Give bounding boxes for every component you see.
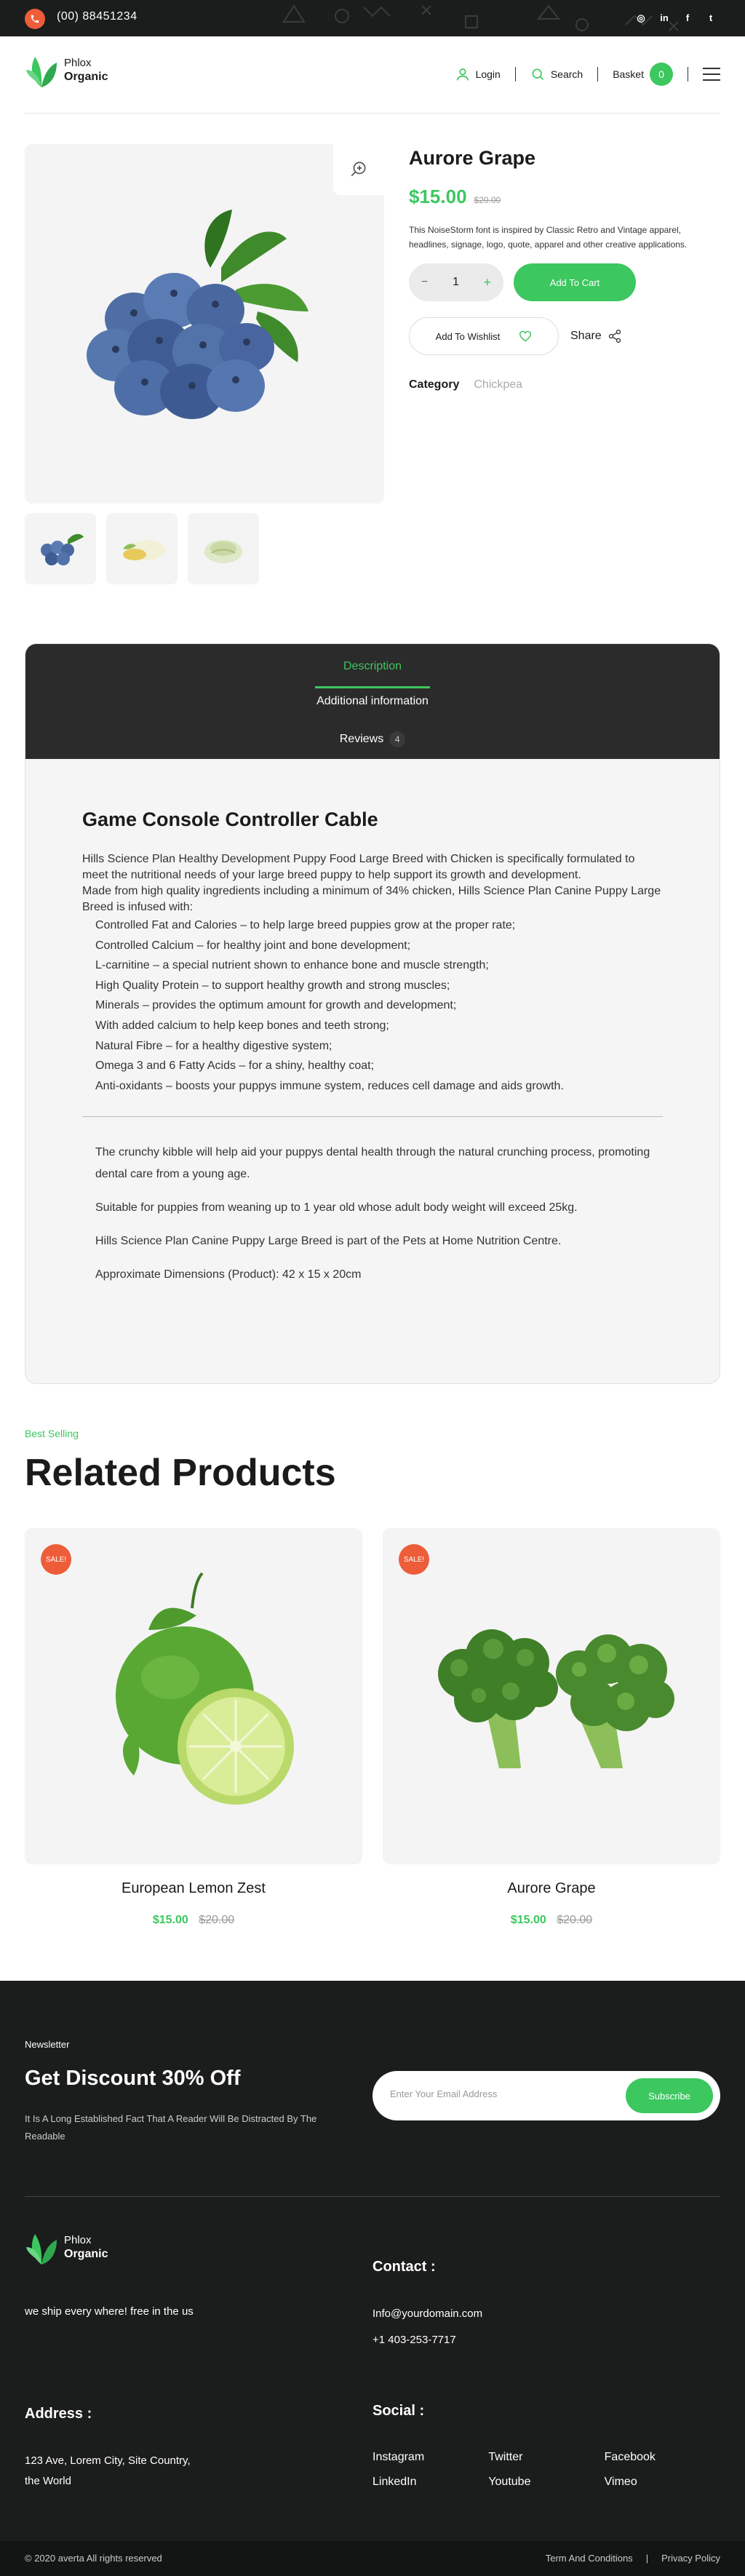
social-link-instagram[interactable]: Instagram — [372, 2451, 425, 2463]
linkedin-icon[interactable]: in — [660, 12, 669, 23]
quantity-stepper — [409, 263, 503, 301]
newsletter-label: Newsletter — [25, 2039, 70, 2050]
subscribe-button[interactable]: Subscribe — [626, 2078, 713, 2113]
add-to-wishlist-button[interactable] — [409, 317, 559, 355]
product-card-price — [383, 1914, 720, 1927]
share-button[interactable] — [570, 329, 622, 343]
site-header — [0, 36, 745, 114]
basket-count-badge: 0 — [650, 63, 673, 86]
card-price-old: $20.00 — [199, 1914, 235, 1926]
tab-additional-information[interactable]: Additional information — [316, 695, 429, 707]
card-price-old: $20.00 — [557, 1914, 593, 1926]
top-social-links — [634, 12, 717, 24]
blueberries-thumb-image — [31, 527, 89, 571]
footer-divider — [25, 2196, 720, 2197]
logo-line1: Phlox — [64, 57, 92, 69]
tab-description[interactable]: Description — [343, 660, 402, 672]
site-logo[interactable] — [25, 51, 108, 89]
address-heading: Address : — [25, 2406, 92, 2422]
address-text — [25, 2451, 191, 2492]
tab-reviews-label: Reviews — [339, 733, 384, 745]
list-item: Anti-oxidants – boosts your puppys immune system, reduces cell damage and aids growth. — [95, 1079, 564, 1092]
search-link[interactable] — [530, 67, 583, 82]
card-price-now: $15.00 — [510, 1914, 546, 1926]
product-title: Aurore Grape — [409, 147, 536, 169]
thumbnail-squash[interactable] — [106, 513, 178, 584]
footer-tagline: we ship every where! free in the us — [25, 2305, 194, 2318]
card-price-now: $15.00 — [152, 1914, 188, 1926]
menu-icon[interactable] — [703, 68, 720, 81]
tab-reviews[interactable] — [25, 731, 720, 747]
footer-logo-line1: Phlox — [64, 2234, 92, 2246]
thumbnail-cabbage[interactable] — [188, 513, 259, 584]
quantity-value[interactable]: 1 — [452, 276, 459, 288]
tab-content — [25, 759, 720, 1286]
login-label: Login — [475, 68, 501, 80]
social-link-linkedin[interactable]: LinkedIn — [372, 2476, 417, 2488]
related-title: Related Products — [25, 1452, 336, 1494]
legal-links — [546, 2553, 720, 2564]
thumbnail-blueberries[interactable] — [25, 513, 96, 584]
zoom-button[interactable] — [333, 144, 384, 195]
social-link-youtube[interactable]: Youtube — [488, 2476, 531, 2488]
product-card-price — [25, 1914, 362, 1927]
zoom-in-icon — [349, 160, 368, 179]
nav-divider — [515, 67, 516, 82]
list-item: With added calcium to help keep bones and teeth strong; — [95, 1019, 389, 1032]
sale-badge: SALE! — [399, 1544, 429, 1575]
contact-phone[interactable]: +1 403-253-7717 — [372, 2334, 456, 2346]
nav-divider — [597, 67, 598, 82]
contact-heading: Contact : — [372, 2259, 436, 2275]
add-to-cart-button[interactable]: Add To Cart — [514, 263, 636, 301]
content-divider — [82, 1116, 663, 1117]
email-input[interactable]: Enter Your Email Address — [390, 2088, 498, 2099]
category-link[interactable]: Chickpea — [474, 378, 523, 391]
newsletter-form — [372, 2071, 720, 2120]
social-link-vimeo[interactable]: Vimeo — [604, 2476, 637, 2488]
product-tabs — [25, 643, 720, 1384]
reviews-count-badge: 4 — [389, 731, 405, 747]
phone-icon — [25, 9, 45, 29]
description-intro-1: Hills Science Plan Healthy Development Puppy Food Large Breed with Chicken is specifically formulated to meet the nutritional needs of your large breed puppy to help support its growth and development. — [82, 853, 635, 881]
list-item: Natural Fibre – for a healthy digestive system; — [95, 1039, 332, 1052]
product-main-image[interactable] — [25, 144, 384, 504]
site-footer — [0, 1981, 745, 2576]
list-item: Controlled Fat and Calories – to help large breed puppies grow at the proper rate; — [95, 919, 516, 931]
newsletter-title: Get Discount 30% Off — [25, 2067, 241, 2090]
description-intro-2: Made from high quality ingredients including a minimum of 34% chicken, Hills Science Plan Canine Puppy Large Breed is infused with: — [82, 885, 661, 913]
newsletter-description: It Is A Long Established Fact That A Reader Will Be Distracted By The Readable — [25, 2113, 317, 2142]
login-link[interactable] — [455, 67, 501, 82]
bottom-bar — [0, 2541, 745, 2576]
description-details — [95, 1142, 663, 1286]
header-divider — [25, 113, 720, 114]
address-line2: the World — [25, 2475, 71, 2487]
list-item: High Quality Protein – to support healthy growth and strong muscles; — [95, 979, 450, 992]
copyright: © 2020 averta All rights reserved — [25, 2553, 162, 2564]
squash-thumb-image — [113, 527, 171, 571]
privacy-link[interactable]: Privacy Policy — [661, 2553, 720, 2564]
cabbage-thumb-image — [194, 527, 252, 571]
buy-row — [409, 263, 722, 301]
blueberries-image — [25, 144, 384, 504]
product-old-price: $20.00 — [474, 195, 501, 205]
category-label: Category — [409, 378, 460, 391]
product-description: This NoiseStorm font is inspired by Classic Retro and Vintage apparel, headlines, signage, logo, quote, apparel and other creative applications. — [409, 225, 688, 250]
category-row — [409, 378, 722, 391]
quantity-decrease-button[interactable]: − — [421, 276, 429, 288]
price-row — [409, 186, 722, 208]
detail-paragraph: Approximate Dimensions (Product): 42 x 15 x 20cm — [95, 1268, 362, 1281]
search-label: Search — [550, 68, 583, 80]
active-tab-indicator — [315, 686, 430, 688]
quantity-increase-button[interactable]: + — [483, 274, 492, 290]
legal-separator: | — [645, 2553, 649, 2564]
user-icon — [455, 67, 470, 82]
basket-link[interactable] — [613, 63, 673, 86]
list-item: Controlled Calcium – for healthy joint and bone development; — [95, 939, 411, 952]
product-card-name[interactable]: European Lemon Zest — [121, 1880, 266, 1896]
product-price: $15.00 — [409, 186, 467, 207]
list-item: Minerals – provides the optimum amount for growth and development; — [95, 999, 457, 1012]
footer-logo[interactable] — [25, 2228, 108, 2266]
detail-paragraph: The crunchy kibble will help aid your puppys dental health through the natural crunching process, promoting dental care from a young age. — [95, 1146, 650, 1181]
related-eyebrow: Best Selling — [25, 1428, 79, 1439]
product-info — [409, 144, 722, 391]
list-item: Omega 3 and 6 Fatty Acids – for a shiny, healthy coat; — [95, 1060, 375, 1073]
share-label: Share — [570, 330, 602, 342]
list-item: L-carnitine – a special nutrient shown to enhance bone and muscle strength; — [95, 959, 489, 972]
sale-badge: SALE! — [41, 1544, 71, 1575]
social-heading: Social : — [372, 2403, 425, 2419]
leaf-logo-icon — [25, 51, 58, 89]
tabs-header — [25, 644, 720, 759]
wishlist-label: Add To Wishlist — [435, 330, 501, 342]
address-line1: 123 Ave, Lorem City, Site Country, — [25, 2454, 191, 2467]
instagram-icon[interactable]: ◎ — [637, 12, 645, 23]
phone-number[interactable]: (00) 88451234 — [57, 10, 138, 23]
leaf-logo-icon — [25, 2228, 58, 2266]
heart-icon — [519, 330, 532, 342]
social-links — [372, 2451, 720, 2489]
social-link-facebook[interactable]: Facebook — [604, 2451, 656, 2463]
wishlist-row — [409, 317, 722, 355]
product-card-name[interactable]: Aurore Grape — [507, 1880, 596, 1896]
lemon-image — [25, 1528, 362, 1864]
basket-label: Basket — [613, 68, 644, 80]
footer-logo-line2: Organic — [64, 2248, 108, 2260]
broccoli-image — [383, 1528, 720, 1864]
description-title: Game Console Controller Cable — [82, 808, 378, 830]
product-thumbnails — [25, 513, 259, 584]
terms-link[interactable]: Term And Conditions — [545, 2553, 633, 2564]
social-link-twitter[interactable]: Twitter — [488, 2451, 523, 2463]
header-nav — [455, 63, 720, 86]
description-intro — [82, 851, 663, 915]
nutrient-list — [95, 915, 663, 1096]
contact-email[interactable]: Info@yourdomain.com — [372, 2307, 483, 2320]
detail-paragraph: Suitable for puppies from weaning up to 1 year old whose adult body weight will exceed 25kg. — [95, 1201, 578, 1215]
top-bar — [0, 0, 745, 36]
share-icon — [607, 329, 622, 343]
logo-line2: Organic — [64, 71, 108, 83]
product-card-broccoli[interactable] — [383, 1528, 720, 1864]
product-card-lemon[interactable] — [25, 1528, 362, 1864]
twitter-icon[interactable]: t — [709, 12, 713, 23]
facebook-icon[interactable]: f — [685, 12, 690, 23]
search-icon — [530, 67, 545, 82]
detail-paragraph: Hills Science Plan Canine Puppy Large Breed is part of the Pets at Home Nutrition Centre. — [95, 1235, 562, 1248]
